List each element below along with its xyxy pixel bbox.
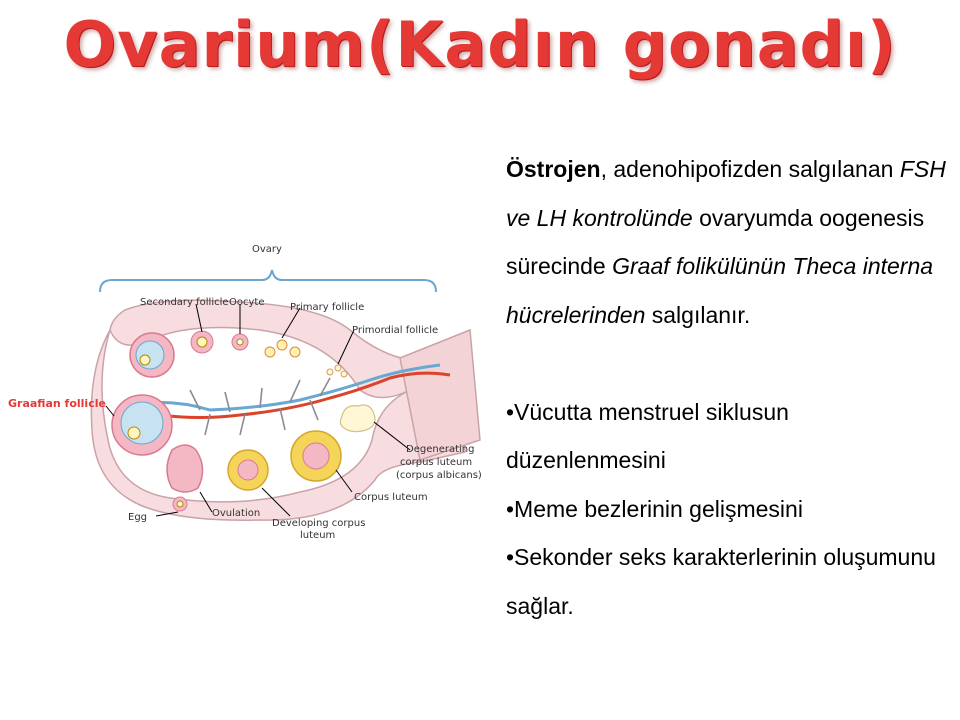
label-egg: Egg [128,512,148,523]
primary-follicle [265,347,275,357]
bullet-item: •Sekonder seks karakterlerinin oluşumunu sağlar. [506,544,936,619]
primordial-follicle [335,365,341,371]
spacer [506,339,946,388]
paragraph-text: salgılanır. [645,301,751,328]
developing-corpus-luteum-core [238,460,258,480]
label-degenerating-1: Degenerating [406,444,475,455]
label-primary-follicle: Primary follicle [290,302,365,313]
bullet-item: •Meme bezlerinin gelişmesini [506,495,803,522]
primary-follicle [277,340,287,350]
label-graafian-follicle: Graafian follicle [8,397,106,410]
label-degenerating-2: corpus luteum [400,457,473,468]
ovary-diagram-svg [0,230,490,550]
primordial-follicle [341,371,347,377]
corpus-luteum-core [303,443,329,469]
text-block [506,145,946,630]
vessel-branches [190,378,330,435]
label-ovulation: Ovulation [212,508,261,519]
primary-follicle [290,347,300,357]
graafian-oocyte [140,355,150,365]
label-secondary-follicle: Secondary follicle [140,297,229,308]
slide-title: Ovarium(Kadın gonadı) [63,8,897,81]
secondary-follicle-oocyte [197,337,207,347]
paragraph-text: ovaryumda oogenesis sürecinde [506,204,925,279]
label-primordial-follicle: Primordial follicle [352,325,439,336]
estrogen-term: Östrojen [506,156,601,182]
label-degenerating-3: (corpus albicans) [396,470,482,481]
label-corpus-luteum: Corpus luteum [354,492,428,503]
label-developing-2: luteum [300,530,336,541]
corpus-albicans [340,405,375,432]
graafian-follicle-antrum [121,402,163,444]
oocyte-core [237,339,243,345]
ovary-bracket [100,270,436,292]
paragraph-italic: FSH ve LH kontrolünde [506,156,946,231]
label-ovary: Ovary [252,244,282,255]
estrogen-paragraph [506,145,946,339]
label-oocyte: Oocyte [229,297,265,308]
paragraph-italic: Graaf folikülünün Theca interna hücrelerinden [506,253,934,328]
label-developing-1: Developing corpus [272,518,366,529]
graafian-oocyte [128,427,140,439]
paragraph-text: , adenohipofizden salgılanan [600,156,900,182]
primordial-follicle [327,369,333,375]
ovulation-site [167,445,203,492]
egg-core [177,501,183,507]
bullet-item: •Vücutta menstruel siklusun düzenlenmesini [506,398,789,473]
graafian-follicle-antrum [136,341,164,369]
ovary-diagram [0,230,490,550]
